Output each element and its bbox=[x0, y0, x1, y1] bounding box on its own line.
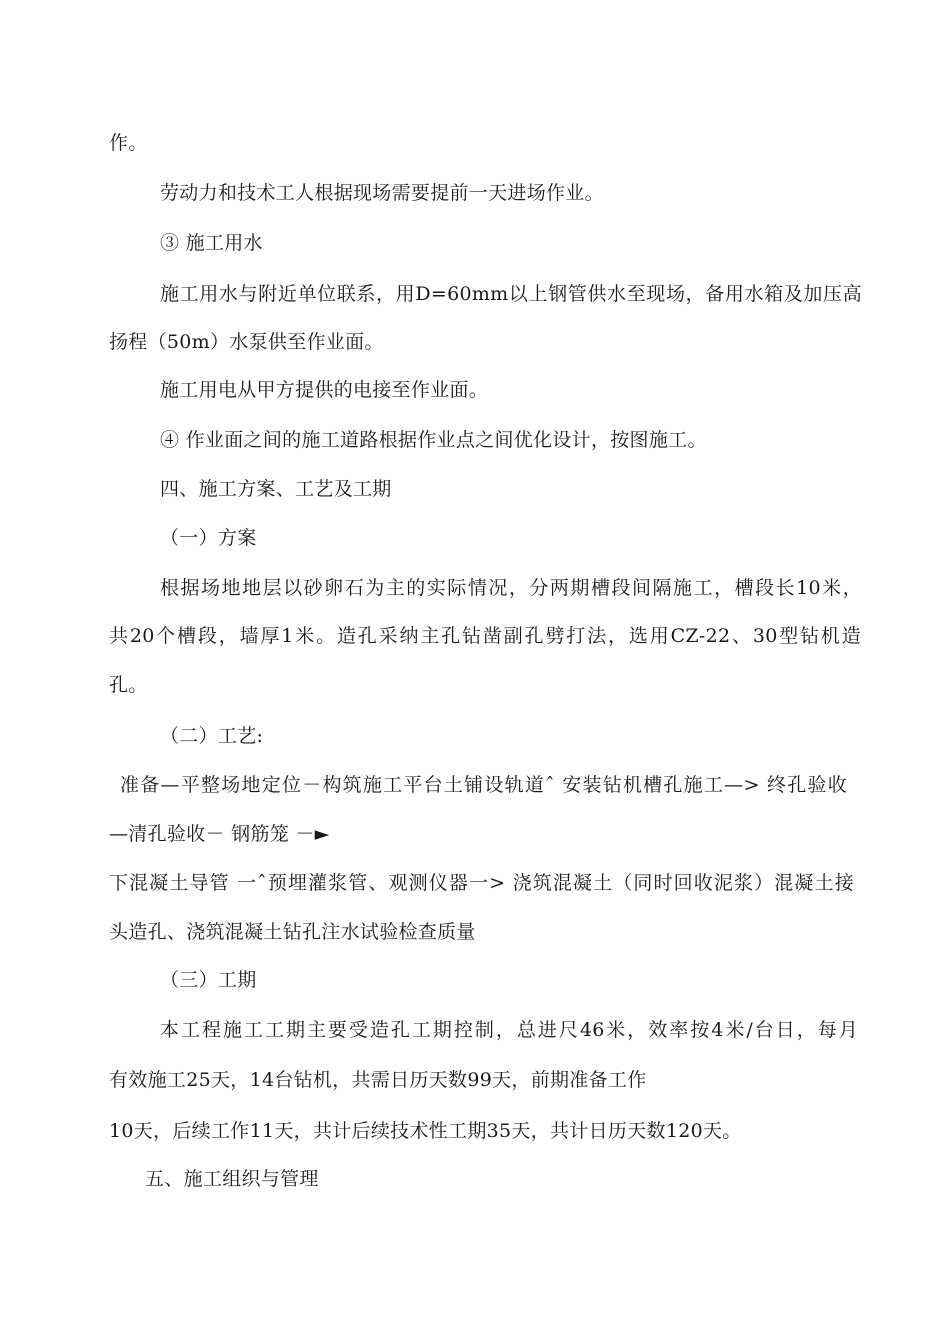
text-line-schedule-3: 10天，后续工作11天，共计后续技术性工期35天，共计日历天数120天。 bbox=[109, 1120, 742, 1142]
text-line-plan-3: 孔。 bbox=[109, 674, 148, 696]
text-line-schedule-2: 有效施工25天，14台钻机，共需日历天数99天，前期准备工作 bbox=[109, 1069, 647, 1091]
text-line-power: 施工用电从甲方提供的电接至作业面。 bbox=[160, 379, 489, 401]
text-line-water-2: 扬程（50m）水泵供至作业面。 bbox=[109, 331, 384, 353]
subheading-process: （二）工艺: bbox=[160, 725, 264, 747]
text-line-plan-2: 共20个槽段，墙厚1米。造孔采纳主孔钻凿副孔劈打法，选用CZ-22、30型钻机造 bbox=[109, 625, 861, 647]
text-line-water-1: 施工用水与附近单位联系，用D=60mm以上钢管供水至现场，备用水箱及加压高 bbox=[160, 283, 862, 305]
text-line-process-1: 准备—平整场地定位－构筑施工平台土铺设轨道ˆ 安装钻机槽孔施工—> 终孔验收 bbox=[120, 774, 847, 796]
text-line-schedule-1: 本工程施工工期主要受造孔工期控制，总进尺46米，效率按4米/台日，每月 bbox=[160, 1019, 858, 1041]
subheading-road: ④ 作业面之间的施工道路根据作业点之间优化设计，按图施工。 bbox=[160, 429, 707, 451]
section-heading-5: 五、施工组织与管理 bbox=[145, 1168, 319, 1190]
section-heading-4: 四、施工方案、工艺及工期 bbox=[160, 478, 392, 500]
text-line-labor: 劳动力和技术工人根据现场需要提前一天进场作业。 bbox=[160, 182, 604, 204]
subheading-water: ③ 施工用水 bbox=[160, 232, 263, 254]
text-line-continuation: 作。 bbox=[109, 132, 148, 154]
text-line-process-3: 下混凝土导管 一ˆ预埋灌浆管、观测仪器一> 浇筑混凝土（同时回收泥浆）混凝土接 bbox=[109, 872, 854, 894]
subheading-plan: （一）方案 bbox=[160, 527, 257, 549]
text-line-plan-1: 根据场地地层以砂卵石为主的实际情况，分两期槽段间隔施工，槽段长10米， bbox=[160, 577, 862, 599]
subheading-schedule: （三）工期 bbox=[160, 969, 257, 991]
text-line-process-2: —清孔验收－ 钢筋笼 －► bbox=[109, 823, 330, 845]
text-line-process-4: 头造孔、浇筑混凝土钻孔注水试验检查质量 bbox=[109, 921, 476, 943]
